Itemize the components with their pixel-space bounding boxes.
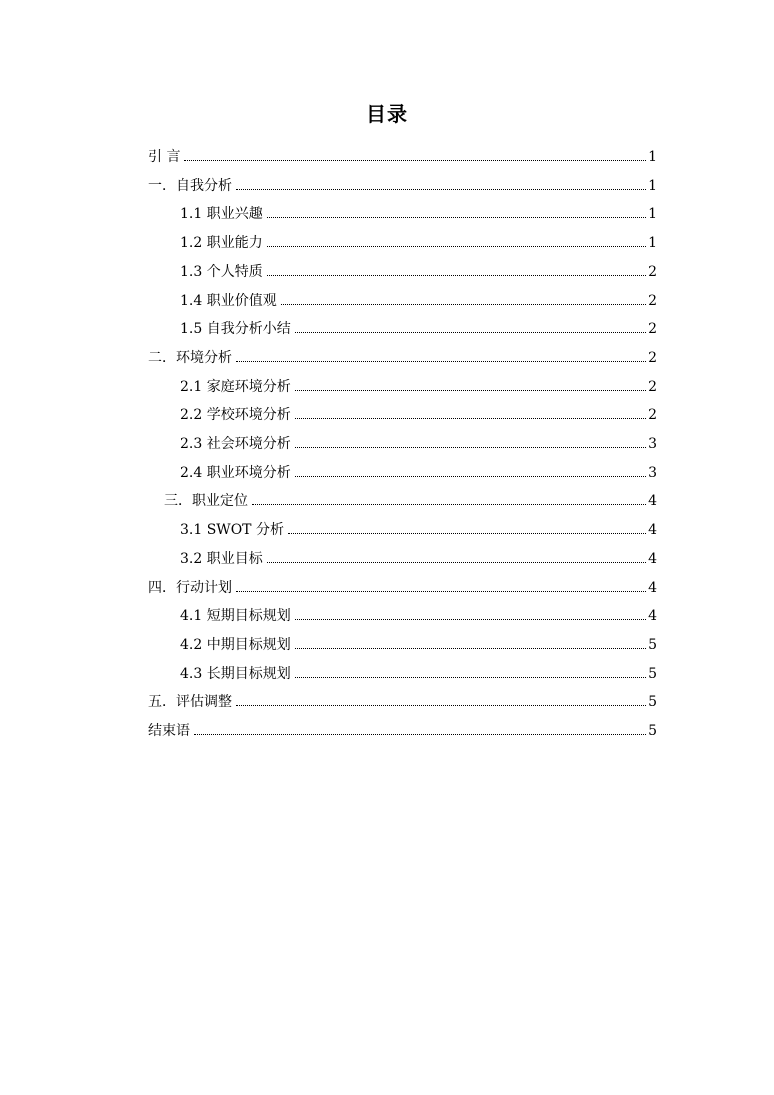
toc-dot-leader: [184, 142, 646, 161]
toc-entry[interactable]: [180, 427, 657, 453]
toc-dot-leader: [295, 601, 646, 620]
toc-entry-page-number: 2: [648, 349, 657, 366]
toc-entry-page-number: 3: [648, 464, 657, 481]
toc-entry-label: 4.3 长期目标规划: [180, 665, 291, 682]
toc-entry[interactable]: [180, 226, 657, 252]
toc-dot-leader: [267, 199, 646, 218]
toc-entry[interactable]: [148, 571, 657, 597]
toc-entry-page-number: 5: [648, 665, 657, 682]
toc-dot-leader: [295, 372, 646, 391]
toc-entry-label: 结束语: [148, 723, 190, 739]
toc-dot-leader: [295, 400, 646, 419]
toc-entry-page-number: 4: [648, 493, 657, 510]
toc-dot-leader: [236, 343, 646, 362]
toc-dot-leader: [288, 515, 646, 534]
toc-entry-label: 二．环境分析: [148, 349, 232, 366]
toc-entry-label: 一．自我分析: [148, 177, 232, 194]
toc-dot-leader: [194, 716, 646, 735]
toc-dot-leader: [236, 171, 646, 190]
toc-entry-page-number: 4: [648, 608, 657, 625]
toc-entry-label: 2.3 社会环境分析: [180, 436, 291, 452]
toc-entry[interactable]: [180, 542, 657, 568]
toc-entry-page-number: 3: [648, 436, 657, 452]
toc-entry-page-number: 2: [648, 263, 657, 280]
toc-entry-page-number: 5: [648, 694, 657, 711]
toc-entry-label: 五．评估调整: [148, 694, 232, 711]
toc-entry-page-number: 5: [648, 636, 657, 653]
toc-dot-leader: [295, 314, 646, 333]
toc-entry-label: 2.4 职业环境分析: [180, 464, 291, 481]
toc-entry[interactable]: [148, 714, 657, 740]
toc-entry-page-number: 4: [648, 522, 657, 539]
toc-entry-page-number: 1: [648, 149, 657, 165]
toc-dot-leader: [295, 630, 646, 649]
toc-entry-page-number: 5: [648, 723, 657, 739]
toc-entry-label: 三．职业定位: [164, 493, 248, 510]
toc-dot-leader: [267, 228, 646, 247]
toc-dot-leader: [267, 257, 646, 276]
toc-entry[interactable]: [180, 657, 657, 683]
toc-entry-page-number: 4: [648, 579, 657, 596]
toc-entry-label: 2.1 家庭环境分析: [180, 378, 291, 395]
toc-entry-label: 1.2 职业能力: [180, 235, 263, 252]
toc-entry-label: 四．行动计划: [148, 579, 232, 596]
toc-entry[interactable]: [180, 513, 657, 539]
toc-entry-page-number: 2: [648, 407, 657, 424]
toc-entry-page-number: 4: [648, 550, 657, 567]
toc-entry-label: 1.5 自我分析小结: [180, 321, 291, 338]
toc-entry-label: 4.1 短期目标规划: [180, 608, 291, 625]
toc-dot-leader: [295, 458, 646, 477]
toc-dot-leader: [252, 486, 646, 505]
toc-entry[interactable]: [164, 484, 657, 510]
page-title: 目录: [366, 102, 408, 126]
toc-entry[interactable]: [148, 169, 657, 195]
toc-entry[interactable]: [180, 255, 657, 281]
toc-entry-label: 2.2 学校环境分析: [180, 407, 291, 424]
toc-entry-label: 3.2 职业目标: [180, 550, 263, 567]
toc-entry[interactable]: [180, 456, 657, 482]
toc-entry[interactable]: [180, 197, 657, 223]
toc-entry-page-number: 2: [648, 292, 657, 309]
toc-entry[interactable]: [180, 284, 657, 310]
toc-entry[interactable]: [180, 398, 657, 424]
toc-dot-leader: [236, 687, 646, 706]
toc-dot-leader: [281, 286, 646, 305]
toc-entry-page-number: 1: [648, 206, 657, 223]
toc-entry-label: 1.3 个人特质: [180, 263, 263, 280]
toc-entry-page-number: 1: [648, 235, 657, 252]
toc-entry-page-number: 2: [648, 321, 657, 338]
toc-dot-leader: [295, 659, 646, 678]
toc-entry-label: 3.1 SWOT 分析: [180, 522, 284, 539]
toc-entry[interactable]: [148, 685, 657, 711]
toc-dot-leader: [295, 429, 646, 448]
toc-entry-label: 1.4 职业价值观: [180, 292, 277, 309]
toc-entry[interactable]: [180, 312, 657, 338]
toc-entry-page-number: 1: [648, 177, 657, 194]
toc-entry-page-number: 2: [648, 378, 657, 395]
toc-entry-label: 1.1 职业兴趣: [180, 206, 263, 223]
toc-dot-leader: [267, 544, 646, 563]
toc-entry[interactable]: [180, 370, 657, 396]
toc-entry-label: 引 言: [148, 149, 181, 165]
toc-entry[interactable]: [180, 628, 657, 654]
toc-entry-label: 4.2 中期目标规划: [180, 636, 291, 653]
toc-entry[interactable]: [180, 599, 657, 625]
toc-entry[interactable]: [148, 140, 657, 166]
toc-entry[interactable]: [148, 341, 657, 367]
toc-dot-leader: [236, 573, 646, 592]
